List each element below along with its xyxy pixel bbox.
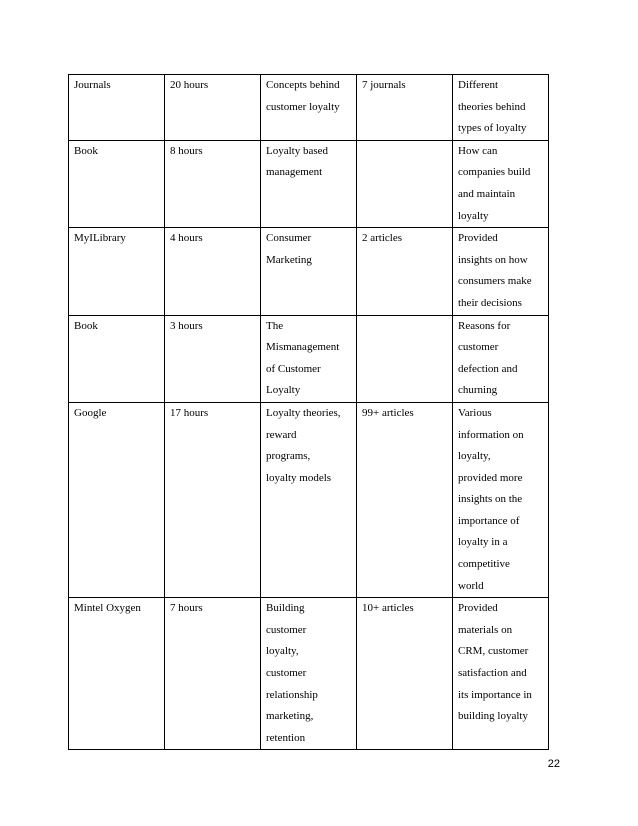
cell-text-line: materials on [458, 623, 513, 636]
cell-text-line: Different [458, 79, 499, 91]
count-cell [357, 402, 453, 597]
cell-text-line: Loyalty based [266, 144, 329, 157]
cell-text-line: its importance in [458, 688, 532, 701]
cell-text-line: Google [74, 406, 107, 419]
cell-text-line: customer [266, 623, 307, 636]
cell-text-line: theories behind [458, 100, 526, 113]
cell-text-line: world [458, 579, 484, 592]
notes-cell [453, 140, 549, 227]
cell-text-line: programs, [266, 450, 311, 463]
cell-text-line: Various [458, 406, 492, 419]
cell-text-line: Marketing [266, 253, 312, 266]
notes-cell [453, 402, 549, 597]
cell-text-line: Mismanagement [266, 341, 340, 354]
cell-text-line: 10+ articles [362, 602, 414, 615]
cell-text-line: types of loyalty [458, 122, 527, 135]
time-spent-cell [165, 598, 261, 750]
count-cell [357, 75, 453, 141]
cell-text-line: Provided [458, 602, 498, 615]
topic-cell [261, 75, 357, 141]
table-body [69, 75, 549, 750]
cell-text-line: reward [266, 428, 297, 441]
cell-text-line: loyalty in a [458, 536, 508, 549]
cell-text-line: Consumer [266, 232, 312, 245]
cell-text-line: MyILibrary [74, 232, 126, 245]
cell-text-line: companies build [458, 166, 531, 179]
cell-text-line: Provided [458, 232, 498, 245]
cell-text-line: insights on the [458, 493, 523, 506]
source-cell [69, 228, 165, 315]
cell-text-line: 2 articles [362, 232, 403, 245]
topic-cell [261, 315, 357, 402]
cell-text-line: The [266, 319, 284, 332]
cell-text-line: their decisions [458, 296, 522, 309]
cell-text-line: 4 hours [170, 232, 203, 245]
time-spent-cell [165, 75, 261, 141]
time-spent-cell [165, 402, 261, 597]
topic-cell [261, 140, 357, 227]
cell-text-line: customer [458, 341, 499, 354]
source-cell [69, 315, 165, 402]
cell-text-line: Reasons for [458, 319, 511, 332]
cell-text-line: Building [266, 602, 305, 615]
cell-text-line: loyalty, [458, 450, 491, 463]
notes-cell [453, 75, 549, 141]
cell-text-line: importance of [458, 514, 520, 527]
cell-text-line: and maintain [458, 187, 516, 200]
cell-text-line: customer loyalty [266, 100, 340, 113]
cell-text-line: Loyalty [266, 384, 301, 397]
notes-cell [453, 598, 549, 750]
table-row [69, 402, 549, 597]
cell-text-line: 8 hours [170, 144, 203, 157]
cell-text-line: 3 hours [170, 319, 203, 332]
cell-text-line: competitive [458, 558, 510, 571]
cell-text-line: marketing, [266, 710, 314, 723]
cell-text-line: retention [266, 731, 306, 744]
research-sources-table [68, 74, 549, 750]
cell-text-line: building loyalty [458, 710, 528, 723]
count-cell [357, 598, 453, 750]
notes-cell [453, 315, 549, 402]
cell-text-line: 17 hours [170, 406, 209, 419]
cell-text-line: of Customer [266, 362, 321, 375]
cell-text-line: loyalty [458, 209, 489, 222]
cell-text-line: Book [74, 144, 98, 157]
cell-text-line: Mintel Oxygen [74, 602, 141, 615]
cell-text-line: satisfaction and [458, 667, 527, 680]
topic-cell [261, 228, 357, 315]
topic-cell [261, 598, 357, 750]
table-row [69, 228, 549, 315]
cell-text-line: 99+ articles [362, 406, 414, 419]
topic-cell [261, 402, 357, 597]
time-spent-cell [165, 315, 261, 402]
count-cell [357, 315, 453, 402]
cell-text-line: 7 journals [362, 79, 406, 91]
notes-cell [453, 228, 549, 315]
cell-text-line: relationship [266, 688, 318, 701]
cell-text-line: Journals [74, 79, 111, 91]
time-spent-cell [165, 228, 261, 315]
cell-text-line: 7 hours [170, 602, 203, 615]
cell-text-line: 20 hours [170, 79, 209, 91]
table-row [69, 75, 549, 141]
cell-text-line: Book [74, 319, 98, 332]
count-cell [357, 140, 453, 227]
table-row [69, 140, 549, 227]
page-number: 22 [547, 758, 560, 770]
cell-text-line: consumers make [458, 275, 532, 288]
count-cell [357, 228, 453, 315]
cell-text-line: loyalty models [266, 471, 332, 484]
source-cell [69, 140, 165, 227]
time-spent-cell [165, 140, 261, 227]
source-cell [69, 75, 165, 141]
cell-text-line: CRM, customer [458, 645, 529, 658]
cell-text-line: defection and [458, 362, 518, 375]
cell-text-line: churning [458, 384, 498, 397]
table-row [69, 315, 549, 402]
cell-text-line: information on [458, 428, 524, 441]
cell-text-line: customer [266, 667, 307, 680]
cell-text-line: loyalty, [266, 645, 299, 658]
cell-text-line: Loyalty theories, [266, 406, 341, 419]
cell-text-line: provided more [458, 471, 523, 484]
cell-text-line: Concepts behind [266, 79, 340, 91]
source-cell [69, 598, 165, 750]
source-cell [69, 402, 165, 597]
cell-text-line: management [266, 166, 323, 179]
cell-text-line: insights on how [458, 253, 528, 266]
table-row [69, 598, 549, 750]
cell-text-line: How can [458, 144, 498, 157]
